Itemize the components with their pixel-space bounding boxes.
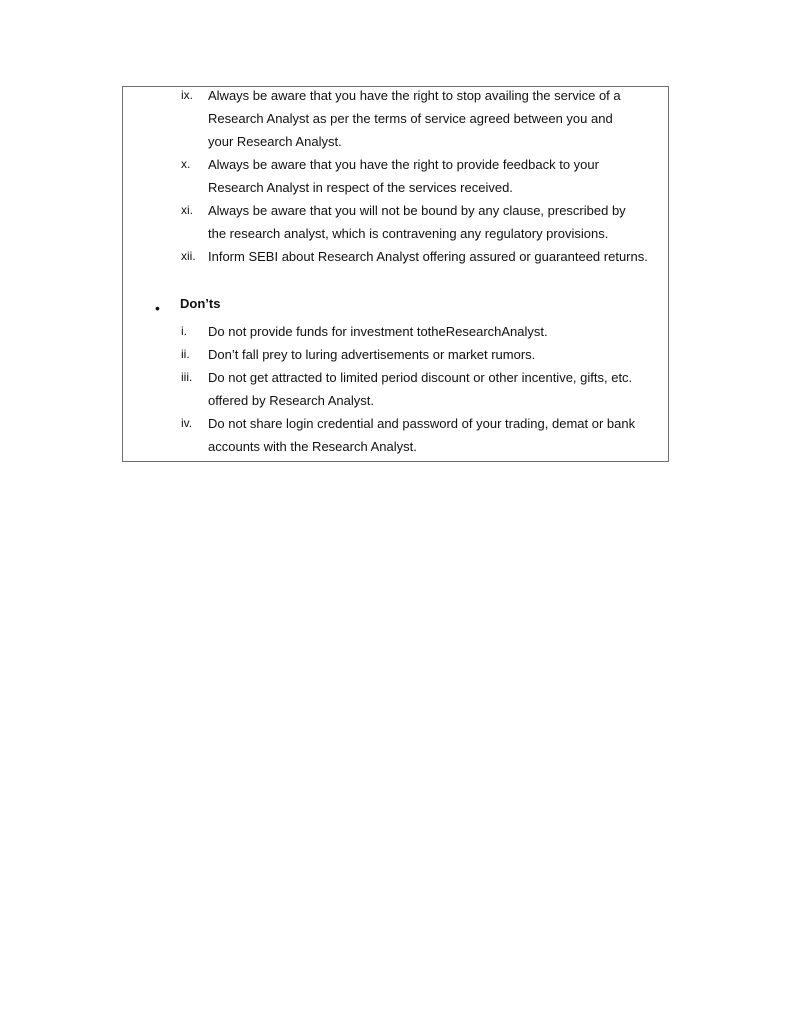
list-item-text (208, 199, 662, 245)
text-line: Always be aware that you have the right to provide feedback to your (208, 157, 599, 172)
list-item-text (208, 320, 662, 343)
donts-heading: Don’ts (180, 296, 221, 311)
list-numeral: ix. (181, 88, 193, 102)
list-numeral: xi. (181, 203, 193, 217)
text-line: Research Analyst as per the terms of service agreed between you and (208, 111, 613, 126)
list-item-text (208, 84, 662, 153)
document-box (122, 86, 669, 462)
list-item (123, 245, 668, 268)
text-line: Do not get attracted to limited period discount or other incentive, gifts, etc. (208, 370, 633, 385)
text-line: offered by Research Analyst. (208, 393, 374, 408)
list-item (123, 366, 668, 412)
list-item (123, 343, 668, 366)
list-item (123, 153, 668, 199)
list-item-text (208, 343, 662, 366)
donts-list (123, 320, 668, 458)
text-line: your Research Analyst. (208, 134, 342, 149)
list-item (123, 199, 668, 245)
text-line: Do not provide funds for investment totheResearchAnalyst. (208, 324, 548, 339)
list-item-text (208, 412, 662, 458)
list-numeral: iii. (181, 370, 193, 384)
dos-list (123, 84, 668, 268)
list-numeral: ii. (181, 347, 190, 361)
text-line: Inform SEBI about Research Analyst offering assured or guaranteed returns. (208, 249, 648, 264)
list-numeral: x. (181, 157, 191, 171)
list-item-text (208, 245, 662, 268)
list-numeral: i. (181, 324, 187, 338)
text-line: Always be aware that you will not be bound by any clause, prescribed by (208, 203, 626, 218)
list-numeral: xii. (181, 249, 196, 263)
list-item (123, 412, 668, 458)
text-line: Don’t fall prey to luring advertisements or market rumors. (208, 347, 536, 362)
list-numeral: iv. (181, 416, 193, 430)
list-item (123, 84, 668, 153)
bullet-icon: • (155, 300, 160, 316)
text-line: Always be aware that you have the right to stop availing the service of a (208, 88, 621, 103)
list-item-text (208, 153, 662, 199)
text-line: the research analyst, which is contravening any regulatory provisions. (208, 226, 609, 241)
text-line: Research Analyst in respect of the services received. (208, 180, 513, 195)
list-item (123, 320, 668, 343)
text-line: accounts with the Research Analyst. (208, 439, 417, 454)
list-item-text (208, 366, 662, 412)
text-line: Do not share login credential and password of your trading, demat or bank (208, 416, 636, 431)
